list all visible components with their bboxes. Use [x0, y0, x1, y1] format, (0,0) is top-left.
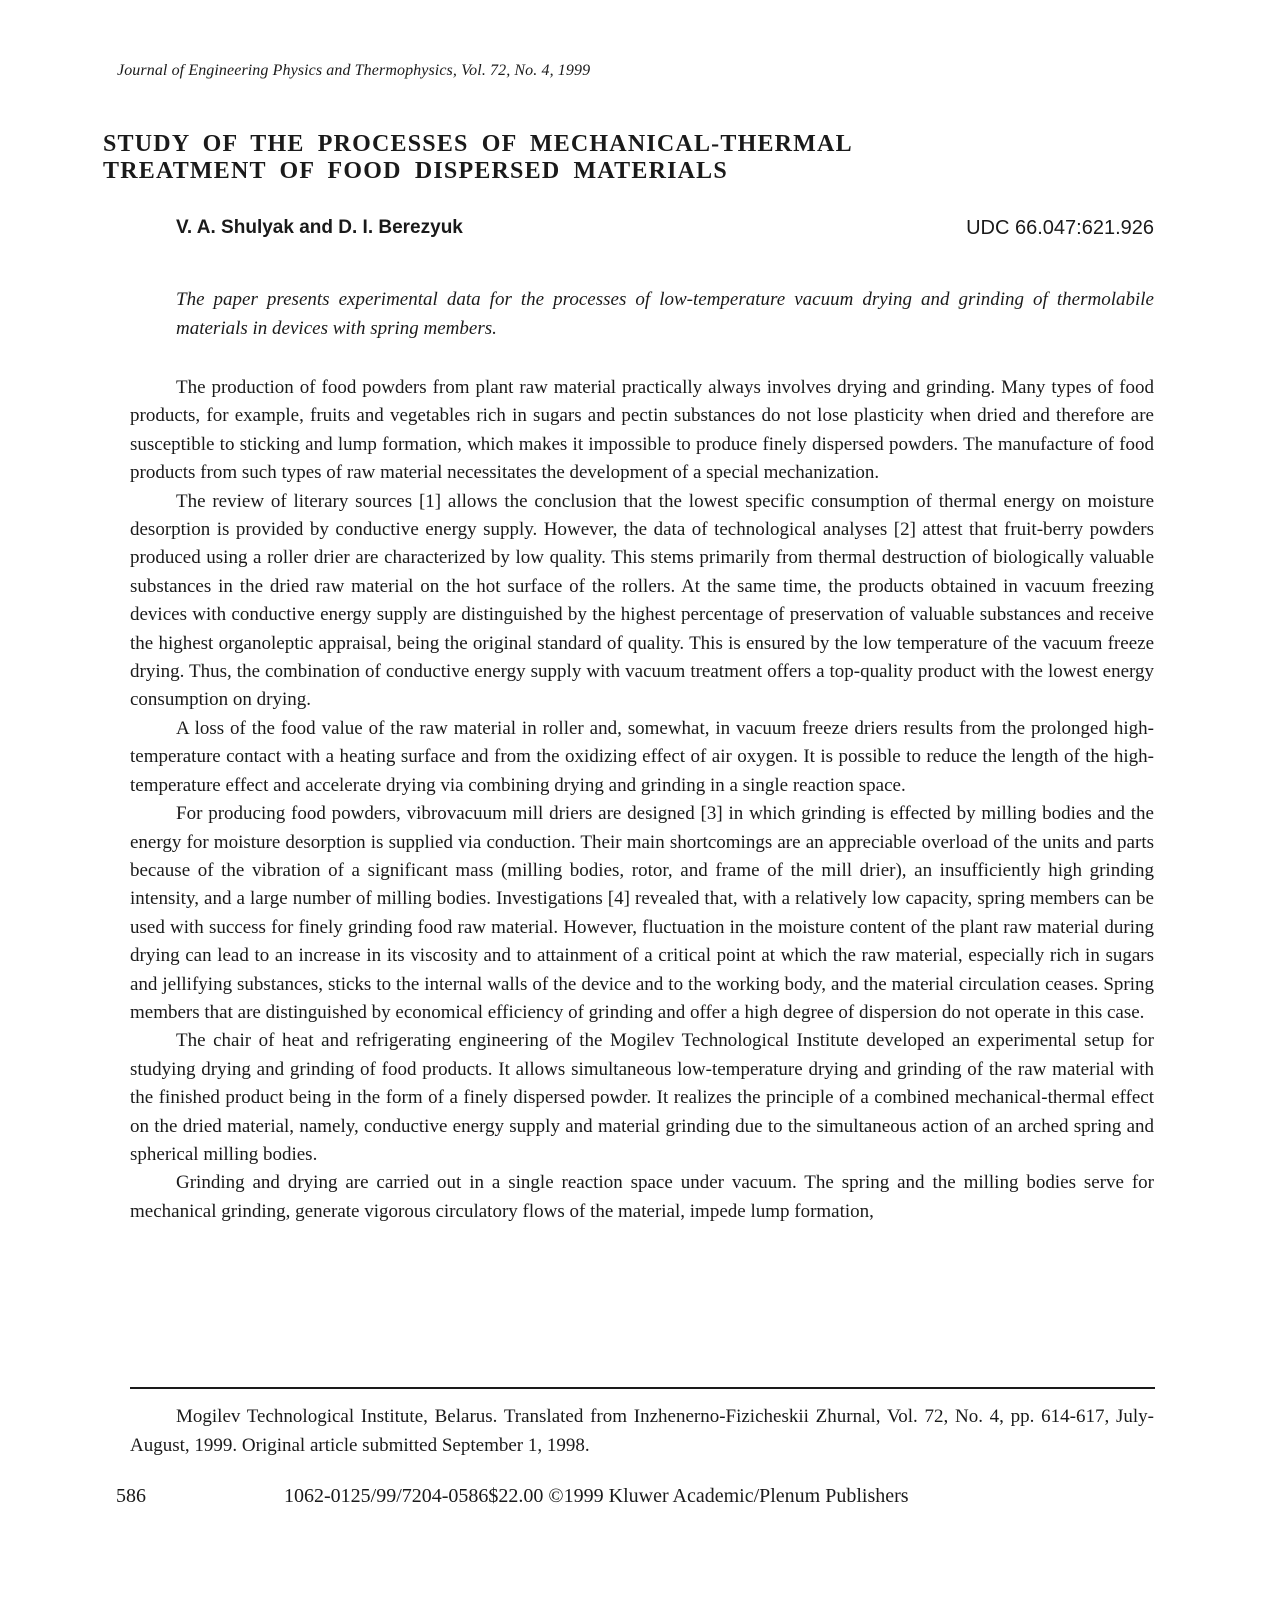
page-number: 586	[116, 1485, 146, 1507]
udc-code: UDC 66.047:621.926	[966, 217, 1154, 239]
body-paragraph-4: For producing food powders, vibrovacuum mill driers are designed [3] in which grinding is effected by milling bodies and the energy for moisture desorption is supplied via conduction. Their main shortcomings are an appreciable overload of the units and parts because of the vibration of a significant mass (milling bodies, rotor, and frame of the mill drier), an insufficiently high grinding intensity, and a large number of milling bodies. Investigations [4] revealed that, with a relatively low capacity, spring members can be used with success for finely grinding food raw material. However, fluctuation in the moisture content of the plant raw material during drying can lead to an increase in its viscosity and to attainment of a critical point at which the raw material, especially rich in sugars and jellifying substances, sticks to the internal walls of the device and to the working body, and the material circulation ceases. Spring members that are distinguished by economical efficiency of grinding and offer a high degree of dispersion do not operate in this case.	[130, 803, 1154, 1023]
journal-header: Journal of Engineering Physics and Thermophysics, Vol. 72, No. 4, 1999	[117, 62, 591, 79]
abstract: The paper presents experimental data for the processes of low-temperature vacuum drying and grinding of thermolabile materials in devices with spring members.	[176, 289, 1154, 339]
copyright-line: 1062-0125/99/7204-0586$22.00 ©1999 Kluwer Academic/Plenum Publishers	[284, 1485, 909, 1507]
body-paragraph-2: The review of literary sources [1] allows the conclusion that the lowest specific consumption of thermal energy on moisture desorption is provided by conductive energy supply. However, the data of technological analyses [2] attest that fruit-berry powders produced using a roller drier are characterized by low quality. This stems primarily from thermal destruction of biologically valuable substances in the dried raw material on the hot surface of the rollers. At the same time, the products obtained in vacuum freezing devices with conductive energy supply are distinguished by the highest percentage of preservation of valuable substances and receive the highest organoleptic appraisal, being the original standard of quality. This is ensured by the low temperature of the vacuum freeze drying. Thus, the combination of conductive energy supply with vacuum treatment offers a top-quality product with the lowest energy consumption on drying.	[130, 490, 1154, 711]
body-paragraph-3: A loss of the food value of the raw material in roller and, somewhat, in vacuum freeze driers results from the prolonged high-temperature contact with a heating surface and from the oxidizing effect of air oxygen. It is possible to reduce the length of the high-temperature effect and accelerate drying via combining drying and grinding in a single reaction space.	[130, 717, 1154, 796]
article-title-line-1: STUDY OF THE PROCESSES OF MECHANICAL-THERMAL	[103, 131, 853, 157]
body-paragraph-6: Grinding and drying are carried out in a single reaction space under vacuum. The spring and the milling bodies serve for mechanical grinding, generate vigorous circulatory flows of the material, impede lump formation,	[130, 1172, 1154, 1222]
body-paragraph-1: The production of food powders from plant raw material practically always involves drying and grinding. Many types of food products, for example, fruits and vegetables rich in sugars and pectin substances do not lose plasticity when dried and therefore are susceptible to sticking and lump formation, which makes it impossible to produce finely dispersed powders. The manufacture of food products from such types of raw material necessitates the development of a special mechanization.	[130, 377, 1154, 484]
article-body	[130, 374, 1154, 1226]
article-title-line-2: TREATMENT OF FOOD DISPERSED MATERIALS	[103, 158, 728, 184]
footnote-divider	[130, 1387, 1155, 1389]
authors: V. A. Shulyak and D. I. Berezyuk	[176, 217, 463, 238]
body-paragraph-5: The chair of heat and refrigerating engineering of the Mogilev Technological Institute developed an experimental setup for studying drying and grinding of food products. It allows simultaneous low-temperature drying and grinding of the raw material with the finished product being in the form of a finely dispersed powder. It realizes the principle of a combined mechanical-thermal effect on the dried material, namely, conductive energy supply and material grinding due to the simultaneous action of an arched spring and spherical milling bodies.	[130, 1030, 1154, 1165]
article-title	[103, 131, 1003, 185]
footnote: Mogilev Technological Institute, Belarus. Translated from Inzhenerno-Fizicheskii Zhurnal, Vol. 72, No. 4, pp. 614-617, July-August, 1999. Original article submitted September 1, 1998.	[130, 1406, 1154, 1456]
